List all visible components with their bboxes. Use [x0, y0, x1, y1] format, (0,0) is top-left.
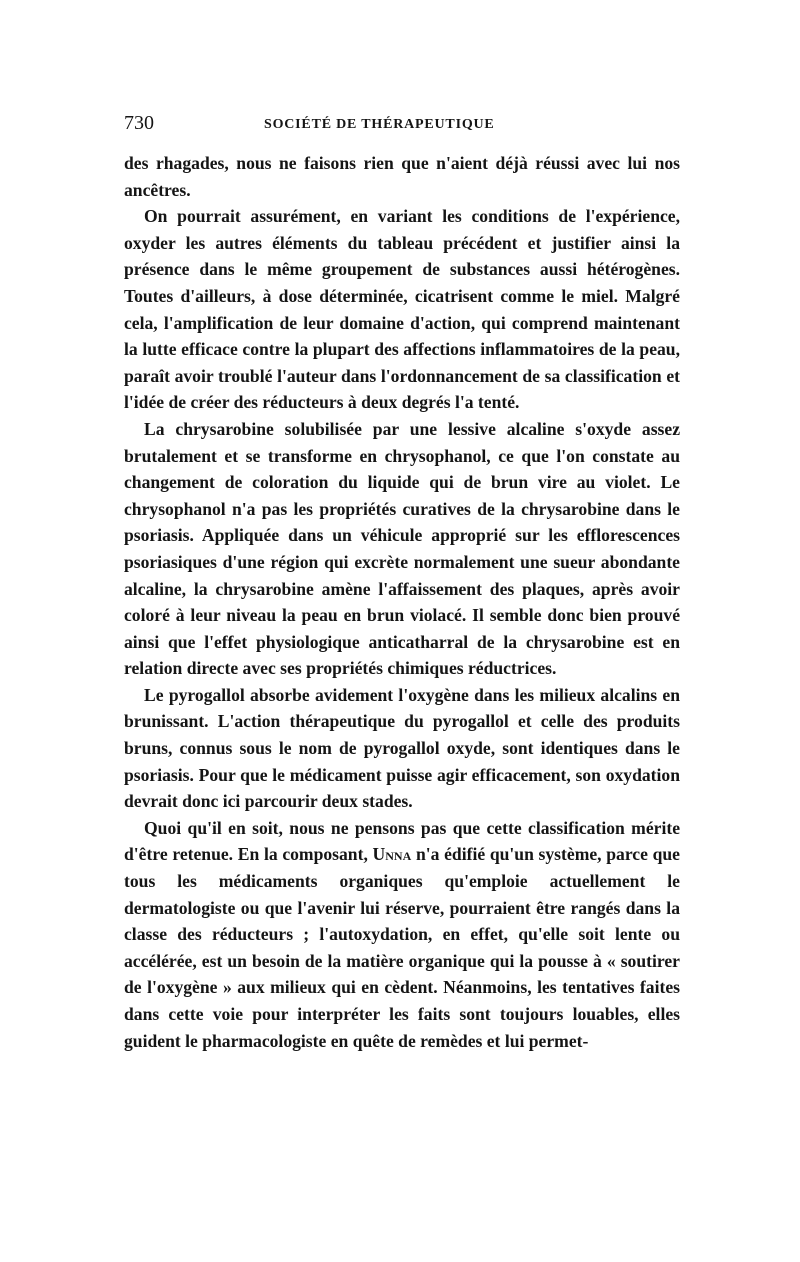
page-number: 730 — [124, 112, 154, 134]
author-name-unna: Unna — [372, 844, 412, 865]
paragraph-classification — [124, 815, 680, 1054]
paragraph-text-before-name: Quoi qu'il en soit, nous ne pensons pas que cette classification mérite d'être retenue. En la composant, — [124, 817, 680, 865]
running-head — [124, 112, 680, 142]
paragraph-pyrogallol: Le pyrogallol absorbe avidement l'oxygène dans les milieux alcalins en brunissant. L'action thérapeutique du pyrogallol et celle des produits bruns, connus sous le nom de pyrogallol oxyde, sont identiques dans le psoriasis. Pour que le médicament puisse agir efficacement, son oxydation devrait donc ici parcourir deux stades. — [124, 684, 680, 812]
paragraph-oxidation: On pourrait assurément, en variant les conditions de l'expérience, oxyder les autres éléments du tableau précédent et justifier ainsi la présence dans le même groupement de substances aussi hétérogènes. Toutes d'ailleurs, à dose déterminée, cicatrisent comme le miel. Malgré cela, l'amplification de leur domaine d'action, qui comprend maintenant la lutte efficace contre la plupart des affections inflammatoires de la peau, paraît avoir troublé l'auteur dans l'ordonnancement de sa classification et l'idée de créer des réducteurs à deux degrés l'a tenté. — [124, 206, 680, 413]
paragraph-text-after-name: n'a édifié qu'un système, parce que tous les médicaments organiques qu'emploie actuellement le dermatologiste ou que l'avenir lui réserve, pourraient être rangés dans la classe des réducteurs ; l'autoxydation, en effet, qu'elle soit lente ou accélérée, est un besoin de la matière organique qui la pousse à « soutirer de l'oxygène » aux milieux qui en cèdent. Néanmoins, les tentatives faites dans cette voie pour interpréter les faits sont toujours louables, elles guident le pharmacologiste en quête de remèdes et lui permet- — [124, 844, 680, 1051]
running-title: SOCIÉTÉ DE THÉRAPEUTIQUE — [264, 117, 495, 132]
book-page — [124, 112, 680, 1054]
paragraph-continuation: des rhagades, nous ne faisons rien que n'aient déjà réussi avec lui nos ancêtres. — [124, 153, 680, 200]
paragraph-chrysarobine: La chrysarobine solubilisée par une lessive alcaline s'oxyde assez brutalement et se transforme en chrysophanol, ce que l'on constate au changement de coloration du liquide qui de brun vire au violet. Le chrysophanol n'a pas les propriétés curatives de la chrysarobine dans le psoriasis. Appliquée dans un véhicule approprié sur les efflorescences psoriasiques d'une région qui excrète normalement une sueur abondante alcaline, la chrysarobine amène l'affaissement des plaques, après avoir coloré à leur niveau la peau en brun violacé. Il semble donc bien prouvé ainsi que l'effet physiologique anticatharral de la chrysarobine est en relation directe avec ses propriétés chimiques réductrices. — [124, 418, 680, 679]
body-text — [124, 150, 680, 1054]
